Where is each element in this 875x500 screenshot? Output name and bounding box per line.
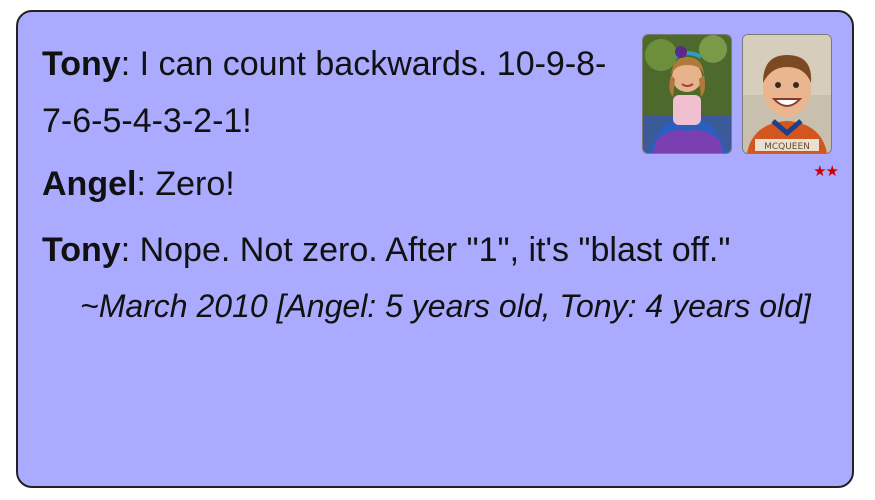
quote-line-text: : I can count backwards. 10-9-8-7-6-5-4-3-2-1! (42, 45, 607, 140)
speaker-name: Tony (42, 45, 121, 83)
quote-text (42, 36, 844, 331)
quote-line (42, 222, 844, 279)
speaker-name: Angel (42, 165, 137, 203)
speaker-name: Tony (42, 231, 121, 269)
quote-line (42, 156, 844, 213)
quote-attribution: ~March 2010 [Angel: 5 years old, Tony: 4 years old] (80, 288, 811, 324)
quote-line (42, 36, 632, 150)
quote-line-text: : Zero! (136, 165, 235, 203)
quote-card (16, 10, 854, 488)
quote-line-text: : Nope. Not zero. After "1", it's "blast off." (120, 231, 731, 269)
shirt-text: MCQUEEN (764, 142, 810, 152)
rating-stars: ★★ (813, 162, 838, 180)
